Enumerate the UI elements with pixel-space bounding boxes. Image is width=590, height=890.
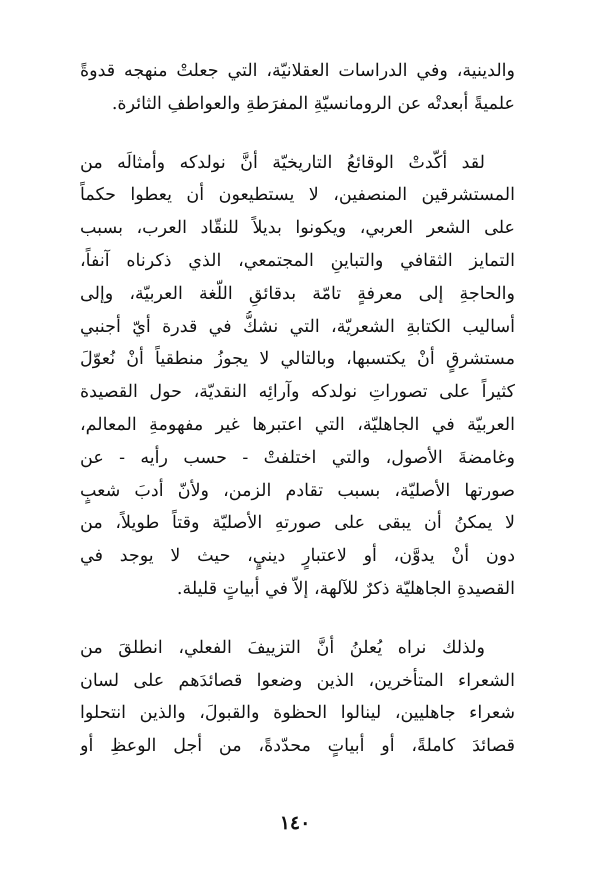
text-line: علميةً أبعدتْه عن الرومانسيّةِ المفرَطةِ والعواطفِ الثائرة.: [111, 93, 515, 114]
text-line: العربيّة في الجاهليّة، التي اعتبرها غير مفهومةِ المعالم،: [80, 414, 515, 435]
text-line: على الشعر العربي، ويكونوا بديلاً للنقّاد العرب، بسبب: [80, 218, 515, 239]
text-line: شعراء جاهليين، لينالوا الحظوة والقبولَ، والذين انتحلوا: [80, 703, 515, 724]
page-number: ١٤٠: [279, 812, 311, 834]
paragraph-3: [80, 632, 515, 763]
text-line: دون أنْ يدوَّن، أو لاعتبارٍ دينيٍ، حيث لا يوجد في: [80, 546, 515, 567]
text-line: صورتها الأصليّة، بسبب تقادم الزمن، ولأنّ أدبَ شعبٍ: [80, 480, 515, 501]
paragraph-gap: [80, 121, 515, 147]
paragraph-gap: [80, 606, 515, 632]
text-line: والدينية، وفي الدراسات العقلانيّة، التي جعلتْ منهجه قدوةً: [80, 61, 515, 81]
text-line: والحاجةِ إلى معرفةٍ تامّة بدقائقِ اللّغة العربيّة، وإلى: [80, 283, 515, 304]
text-line: التمايز الثقافي والتباينِ المجتمعي، الذي ذكرناه آنفاً،: [80, 250, 515, 271]
text-line: لقد أكّدتْ الوقائعُ التاريخيّة أنَّ نولدكه وأمثالَه من: [80, 152, 485, 173]
paragraph-2: [80, 147, 515, 606]
body-text: [80, 55, 515, 763]
text-line: أساليب الكتابةِ الشعريّة، التي نشكُّ في قدرة أيّ أجنبي: [80, 316, 515, 337]
text-line: ولذلك نراه يُعلنُ أنَّ التزييفَ الفعلي، انطلقَ من: [80, 637, 485, 658]
paragraph-1: [80, 55, 515, 121]
text-line: الشعراء المتأخرين، الذين وضعوا قصائدَهم على لسان: [80, 670, 515, 691]
text-line: المستشرقين المنصفين، لا يستطيعون أن يعطوا حكماً: [80, 185, 515, 206]
text-line: وغامضةَ الأصول، والتي اختلفتْ - حسب رأيه - عن: [80, 447, 515, 468]
text-line: كثيراً على تصوراتِ نولدكه وآرائِه النقديّة، حول القصيدة: [80, 382, 515, 403]
text-line: مستشرقٍ أنْ يكتسبها، وبالتالي لا يجوزُ منطقياً أنْ نُعوّلَ: [80, 349, 515, 370]
text-line: لا يمكنُ أن يبقى على صورتهِ الأصليّة وقتاً طويلاً، من: [80, 513, 515, 534]
text-line: القصيدةِ الجاهليّة ذكرٌ للآلهة، إلاّ في أبياتٍ قليلة.: [176, 578, 515, 599]
text-line: قصائدَ كاملةً، أو أبياتٍ محدّدةً، من أجل الوعظِ أو: [80, 736, 515, 757]
